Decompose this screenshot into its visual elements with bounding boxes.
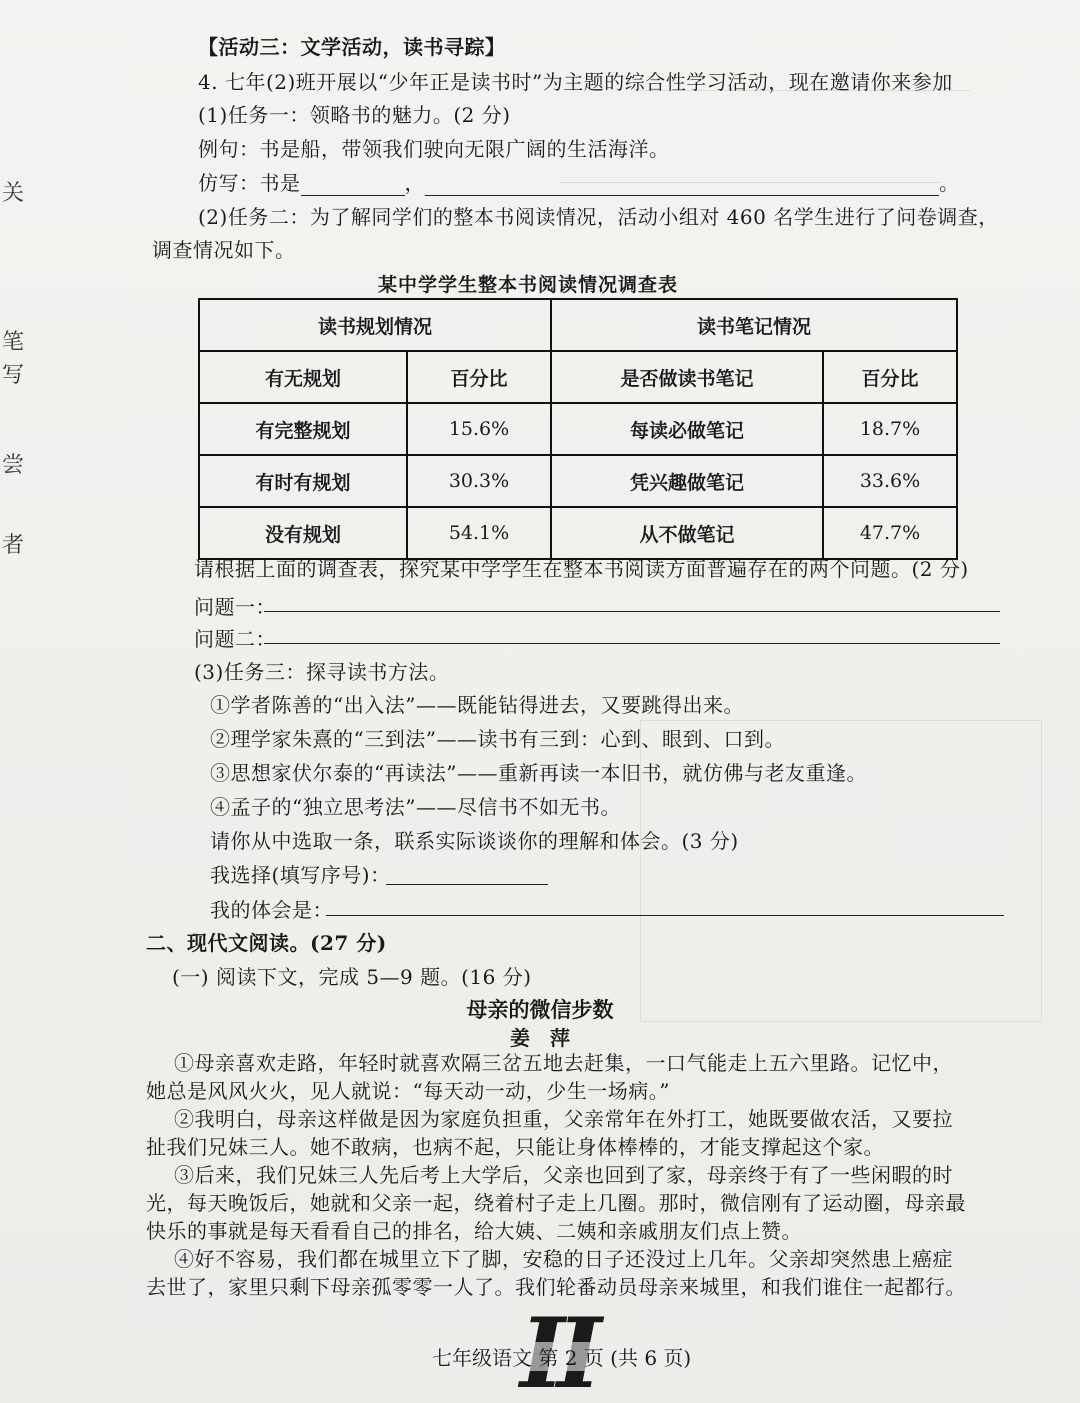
method-item: ④孟子的“独立思考法”——尽信书不如无书。 — [210, 795, 621, 819]
margin-char: 尝 — [2, 453, 25, 478]
table-group-header: 读书规划情况 — [199, 299, 551, 351]
problem-2-answer-line[interactable] — [264, 643, 1000, 644]
imitate-prefix: 仿写：书是 — [198, 171, 301, 195]
article-paragraph-line: 她总是风风火火，见人就说：“每天动一动，少生一场病。” — [146, 1079, 670, 1103]
table-cell: 有时有规划 — [199, 455, 407, 507]
table-group-header: 读书笔记情况 — [551, 299, 957, 351]
explore-prompt: 请根据上面的调查表，探究某中学学生在整本书阅读方面普遍存在的两个问题。(2 分) — [194, 557, 969, 581]
table-row — [199, 507, 957, 559]
method-item: ③思想家伏尔泰的“再读法”——重新再读一本旧书，就仿佛与老友重逢。 — [210, 761, 867, 785]
article-paragraph-line: 光，每天晚饭后，她就和父亲一起，绕着村子走上几圈。那时，微信刚有了运动圈，母亲最 — [146, 1191, 966, 1215]
article-paragraph-line: ①母亲喜欢走路，年轻时就喜欢隔三岔五地去赶集，一口气能走上五六里路。记忆中， — [174, 1051, 953, 1075]
task-2-line-1: (2)任务二：为了解同学们的整本书阅读情况，活动小组对 460 名学生进行了问卷调查， — [198, 205, 999, 229]
problem-1-answer-line[interactable] — [264, 611, 1000, 612]
imitate-line — [198, 170, 960, 196]
question-4-intro: 4. 七年(2)班开展以“少年正是读书时”为主题的综合性学习活动，现在邀请你来参加 — [198, 70, 953, 94]
table-cell: 没有规划 — [199, 507, 407, 559]
table-cell: 有完整规划 — [199, 403, 407, 455]
imitate-blank-2[interactable] — [425, 173, 939, 196]
article-title: 母亲的微信步数 — [466, 997, 614, 1022]
task-2-line-2: 调查情况如下。 — [152, 238, 296, 262]
survey-table — [198, 298, 958, 560]
table-cell: 每读必做笔记 — [551, 403, 823, 455]
margin-char: 笔 — [2, 330, 25, 355]
choose-prompt: 请你从中选取一条，联系实际谈谈你的理解和体会。(3 分) — [210, 829, 739, 853]
article-paragraph-line: ③后来，我们兄妹三人先后考上大学后，父亲也回到了家，母亲终于有了一些闲暇的时 — [174, 1163, 953, 1187]
article-paragraph-line: 扯我们兄妹三人。她不敢病，也病不起，只能让身体棒棒的，才能支撑起这个家。 — [146, 1135, 884, 1159]
table-cell: 凭兴趣做笔记 — [551, 455, 823, 507]
article-author: 姜 萍 — [510, 1026, 570, 1050]
article-paragraph-line: 快乐的事就是每天看看自己的排名，给大姨、二姨和亲戚朋友们点上赞。 — [146, 1219, 802, 1243]
table-row — [199, 403, 957, 455]
table-cell: 15.6% — [407, 403, 551, 455]
article-paragraph-line: ④好不容易，我们都在城里立下了脚，安稳的日子还没过上几年。父亲却突然患上癌症 — [174, 1247, 953, 1271]
page-footer: 七年级语文 第 2 页 (共 6 页) — [432, 1342, 691, 1371]
table-cell: 47.7% — [823, 507, 957, 559]
problem-2-label: 问题二： — [194, 627, 276, 651]
problem-1-label: 问题一： — [194, 595, 276, 619]
margin-char: 关 — [2, 181, 25, 206]
task-1-label: (1)任务一：领略书的魅力。(2 分) — [198, 103, 511, 127]
table-cell: 18.7% — [823, 403, 957, 455]
imitate-comma: ， — [404, 171, 425, 195]
table-row — [199, 455, 957, 507]
my-choice-label: 我选择(填写序号)： — [210, 863, 391, 887]
table-cell: 33.6% — [823, 455, 957, 507]
table-cell: 30.3% — [407, 455, 551, 507]
section-2-heading: 二、现代文阅读。(27 分) — [146, 931, 387, 955]
method-item: ①学者陈善的“出入法”——既能钻得进去，又要跳得出来。 — [210, 693, 744, 717]
imitate-end: 。 — [939, 171, 960, 195]
section-2-subheading: (一) 阅读下文，完成 5—9 题。(16 分) — [172, 965, 532, 989]
article-paragraph-line: 去世了，家里只剩下母亲孤零零一人了。我们轮番动员母亲来城里，和我们谁住一起都行。 — [146, 1275, 966, 1299]
my-choice-answer-line[interactable] — [386, 884, 548, 885]
my-feeling-answer-line[interactable] — [326, 915, 1004, 916]
activity-heading: 【活动三：文学活动，读书寻踪】 — [198, 35, 506, 59]
article-paragraph-line: ②我明白，母亲这样做是因为家庭负担重，父亲常年在外打工，她既要做农活，又要拉 — [174, 1107, 953, 1131]
task-3-label: (3)任务三：探寻读书方法。 — [194, 660, 450, 684]
table-header: 百分比 — [823, 351, 957, 403]
imitate-blank-1[interactable] — [301, 173, 405, 196]
table-header: 是否做读书笔记 — [551, 351, 823, 403]
margin-char: 写 — [2, 363, 25, 388]
table-cell: 从不做笔记 — [551, 507, 823, 559]
table-header: 百分比 — [407, 351, 551, 403]
method-item: ②理学家朱熹的“三到法”——读书有三到：心到、眼到、口到。 — [210, 727, 785, 751]
table-title: 某中学学生整本书阅读情况调查表 — [378, 274, 679, 296]
table-cell: 54.1% — [407, 507, 551, 559]
my-feeling-label: 我的体会是： — [210, 898, 333, 922]
table-header: 有无规划 — [199, 351, 407, 403]
example-sentence: 例句：书是船，带领我们驶向无限广阔的生活海洋。 — [198, 137, 670, 161]
margin-char: 者 — [2, 533, 25, 558]
